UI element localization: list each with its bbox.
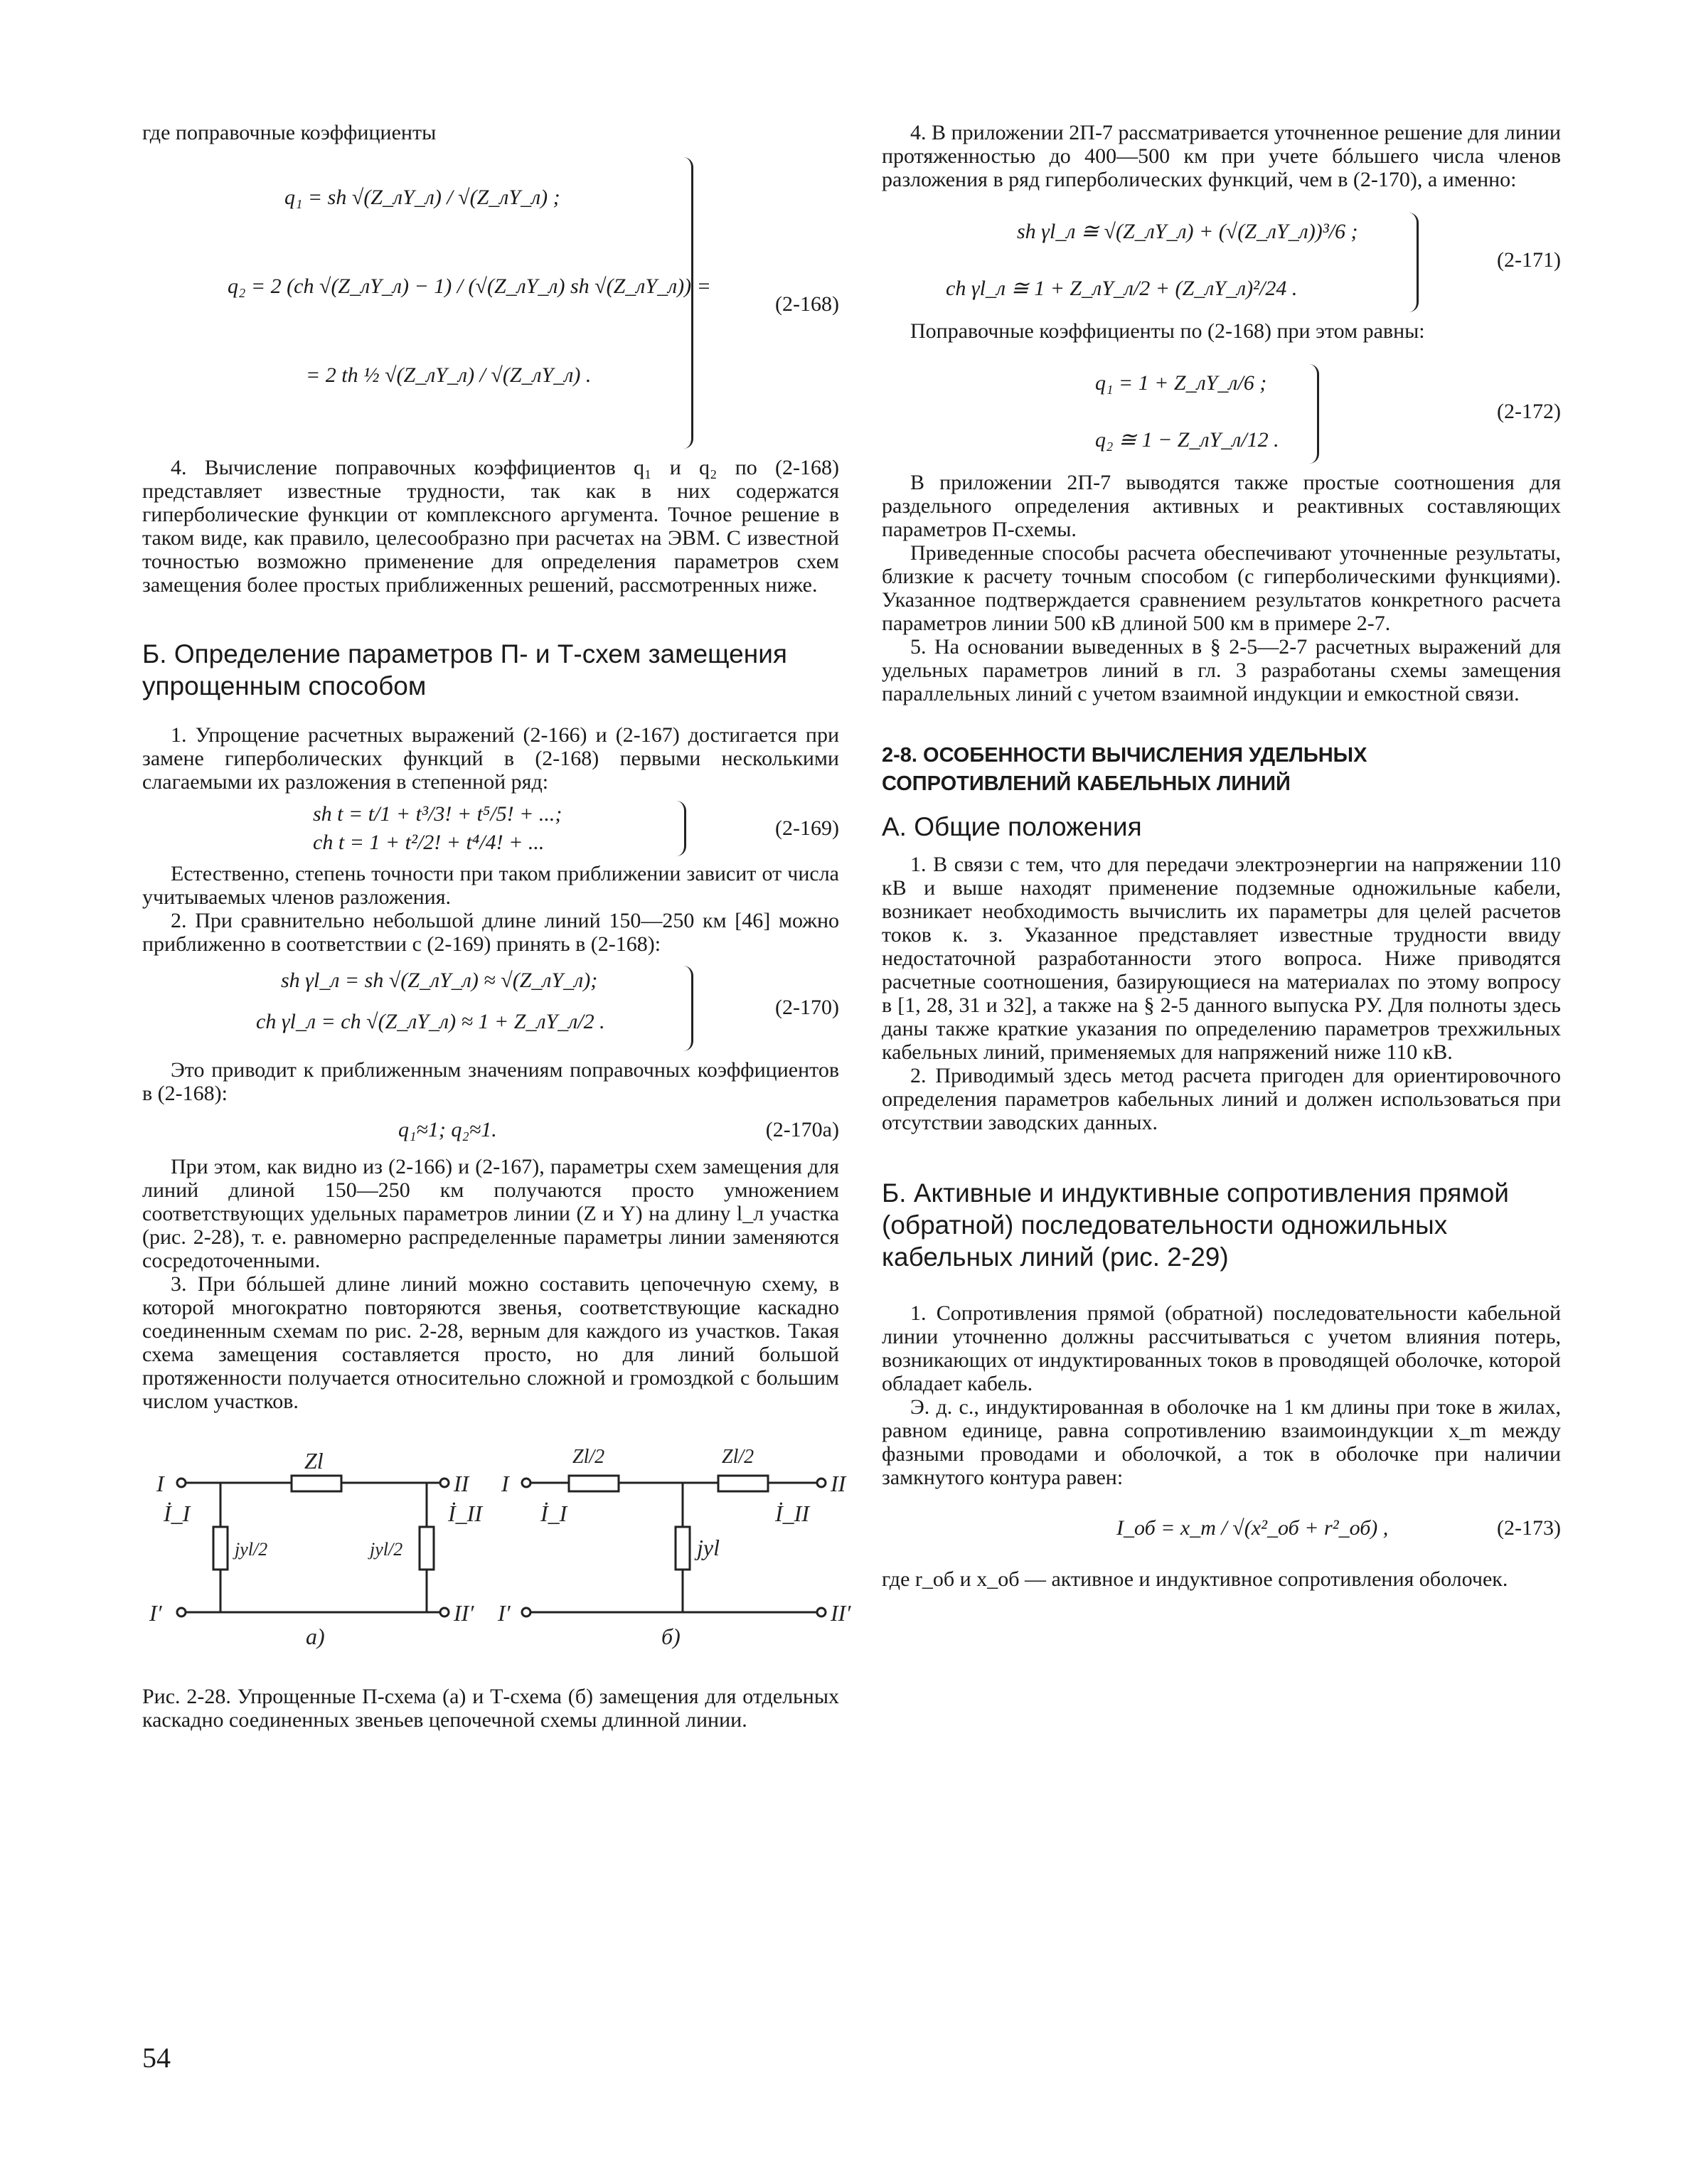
label-II-prime: II′ [454, 1600, 474, 1626]
label-II-prime: II′ [831, 1600, 851, 1626]
paragraph-given: Приведенные способы расчета обеспечивают уточненные результаты, близкие к расчету точным способом (с гиперболическими функциями). Указанное подтверждается сравнением результатов конкретного расчета параметров линии 500 кВ длиной 500 км в примере 2-7. [882, 541, 1561, 635]
paragraph-appendix: В приложении 2П-7 выводятся также простые соотношения для раздельного определения активных и реактивных составляющих параметров П-схемы. [882, 471, 1561, 541]
paragraph-b1: 1. Сопротивления прямой (обратной) последовательности кабельной линии уточненно должны рассчитываться с учетом влияния потерь, возникающих от индуктированных токов в проводящей оболочке, которой обладает кабель. [882, 1301, 1561, 1395]
paragraph-naturally: Естественно, степень точности при таком приближении зависит от числа учитываемых членов разложения. [142, 862, 839, 909]
equation-2-172 [882, 343, 1561, 471]
paragraph-this-leads: Это приводит к приближенным значениям поправочных коэффициентов в (2-168): [142, 1058, 839, 1105]
eq-number: (2-172) [1497, 400, 1561, 423]
label-current-II: İ_II [448, 1501, 482, 1526]
left-column [142, 121, 851, 1732]
eq-171-line2: ch γl_л ≅ 1 + Z_лY_л/2 + (Z_лY_л)²/24 . [946, 277, 1298, 300]
paragraph-where: где r_об и x_об — активное и индуктивное сопротивления оболочек. [882, 1567, 1508, 1591]
brace [676, 801, 686, 856]
paragraph-5: 5. На основании выведенных в § 2-5—2-7 расчетных выражений для удельных параметров линий в гл. 3 разработаны схемы замещения параллельных линий с учетом взаимной индукции и емкостной связи. [882, 635, 1561, 705]
label-b: б) [661, 1624, 681, 1649]
label-current-II: İ_II [775, 1501, 809, 1526]
label-current-I: İ_I [540, 1501, 567, 1526]
right-column [882, 121, 1561, 1591]
paragraph-4: 4. Вычисление поправочных коэффициентов q₁ и q₂ по (2-168) представляет известные трудности, так как в них содержатся гиперболические функции от комплексного аргумента. Точное решение в таком виде, как правило, целесообразно при расчетах на ЭВМ. С известной точностью возможно применение для определения параметров схем замещения более простых приближенных решений, рассмотренных ниже. [142, 456, 839, 597]
label-Zl2: Zl/2 [722, 1446, 754, 1468]
equation-2-171 [882, 198, 1561, 319]
brace [683, 157, 693, 449]
label-current-I: İ_I [164, 1501, 191, 1526]
equation-2-168 [142, 157, 839, 456]
label-I-prime: I′ [149, 1600, 162, 1626]
figure-caption: Рис. 2-28. Упрощенные П-схема (а) и Т-схема (б) замещения для отдельных каскадно соединенных звеньев цепочечной схемы длинной линии. [142, 1685, 839, 1732]
equation-2-170 [142, 959, 839, 1058]
page-number: 54 [142, 2042, 171, 2074]
label-jyl: jyl [697, 1535, 720, 1560]
label-II: II [454, 1471, 469, 1496]
eq-170-line1: sh γl_л = sh √(Z_лY_л) ≈ √(Z_лY_л); [281, 969, 598, 992]
label-Zl: Zl [304, 1448, 324, 1474]
label-a: а) [306, 1624, 325, 1649]
eq-number: (2-168) [775, 292, 839, 316]
eq-q2a: q₂ = 2 (ch √(Z_лY_л) − 1) / (√(Z_лY_л) sh √(Z_лY_л)) = [228, 275, 711, 298]
section-heading-a: А. Общие положения [882, 812, 1142, 841]
brace [1408, 213, 1419, 312]
eq-172-line2: q₂ ≅ 1 − Z_лY_л/12 . [1095, 428, 1279, 452]
eq-number: (2-171) [1497, 248, 1561, 272]
eq-172-line1: q₁ = 1 + Z_лY_л/6 ; [1095, 371, 1267, 395]
equation-2-173 [882, 1489, 1561, 1567]
brace [1308, 364, 1319, 464]
eq-q2b: = 2 th ½ √(Z_лY_л) / √(Z_лY_л) . [306, 363, 592, 387]
eq-169-line2: ch t = 1 + t²/2! + t⁴/4! + ... [313, 831, 545, 854]
paragraph-correction: Поправочные коэффициенты по (2-168) при этом равны: [910, 319, 1425, 343]
intro-text: где поправочные коэффициенты [142, 121, 437, 144]
paragraph-a1: 1. В связи с тем, что для передачи электроэнергии на напряжении 110 кВ и выше находят применение подземные одножильные кабели, возникает необходимость вычислить их параметры для целей расчетов токов к. з. Указанное представляет известные трудности ввиду недостаточной разработанности этого вопроса. Ниже приводятся расчетные соотношения, базирующиеся на материалах по этому вопросу в [1, 28, 31 и 32], а также на § 2-5 данного выпуска РУ. Для полноты здесь даны также краткие указания по определению параметров трехжильных кабельных линий, применяемых для напряжений ниже 110 кВ. [882, 853, 1561, 1064]
eq-q1: q₁ = sh √(Z_лY_л) / √(Z_лY_л) ; [284, 186, 560, 209]
section-heading-b: Б. Определение параметров П- и Т-схем замещения упрощенным способом [142, 639, 787, 701]
paragraph-b2: Э. д. с., индуктированная в оболочке на 1 км длины при токе в жилах, равном единице, равна сопротивлению взаимоиндукции x_m между фазными проводами и оболочкой, а ток в оболочке при наличии замкнутого контура равен: [882, 1395, 1561, 1489]
paragraph-1: 1. Упрощение расчетных выражений (2-166) и (2-167) достигается при замене гиперболических функций в (2-168) первыми несколькими слагаемыми их разложения в степенной ряд: [142, 723, 839, 794]
eq-number: (2-170) [775, 996, 839, 1019]
label-jyl2: jyl/2 [235, 1539, 268, 1560]
eq-170-line2: ch γl_л = ch √(Z_лY_л) ≈ 1 + Z_лY_л/2 . [256, 1010, 605, 1033]
figure-2-28 [142, 1442, 851, 1676]
label-Zl2: Zl/2 [572, 1446, 605, 1468]
paragraph-3: 3. При бóльшей длине линий можно составить цепочечную схему, в которой многократно повторяются звенья, соответствующие каскадно соединенным схемам по рис. 2-28, верным для каждого из участков. Такая схема замещения составляется просто, но для линий большой протяженности получается относительно сложной и громоздкой с большим числом участков. [142, 1272, 839, 1413]
label-I-prime: I′ [498, 1600, 511, 1626]
paragraph-4-right: 4. В приложении 2П-7 рассматривается уточненное решение для линии протяженностью до 400—500 км при учете бóльшего числа членов разложения в ряд гиперболических функций, чем в (2-170), а именно: [882, 121, 1561, 191]
paragraph-a2: 2. Приводимый здесь метод расчета пригоден для ориентировочного определения параметров кабельных линий и должен использоваться при отсутствии заводских данных. [882, 1064, 1561, 1134]
paragraph-when: При этом, как видно из (2-166) и (2-167), параметры схем замещения для линий длиной 150—250 км получаются просто умножением соответствующих удельных параметров линии (Z и Y) на длину l_л участка (рис. 2-28), т. е. равномерно распределенные параметры линии заменяются сосредоточенными. [142, 1155, 839, 1272]
equation-2-170a [142, 1105, 839, 1155]
label-jyl2: jyl/2 [370, 1539, 403, 1560]
section-heading-b-right: Б. Активные и индуктивные сопротивления прямой (обратной) последовательности одножильных кабельных линий (рис. 2-29) [882, 1178, 1509, 1272]
section-heading-2-8: 2-8. ОСОБЕННОСТИ ВЫЧИСЛЕНИЯ УДЕЛЬНЫХ СОПРОТИВЛЕНИЙ КАБЕЛЬНЫХ ЛИНИЙ [882, 744, 1367, 795]
label-I: I [156, 1471, 164, 1496]
eq-173-line: I_об = x_m / √(x²_об + r²_об) , [1116, 1516, 1389, 1540]
label-I: I [501, 1471, 509, 1496]
eq-number: (2-170a) [765, 1118, 839, 1141]
eq-number: (2-169) [775, 816, 839, 840]
eq-170a-line: q₁≈1; q₂≈1. [398, 1118, 497, 1141]
label-II: II [831, 1471, 846, 1496]
brace [683, 966, 693, 1051]
eq-number: (2-173) [1497, 1516, 1561, 1540]
paragraph-2: 2. При сравнительно небольшой длине линий 150—250 км [46] можно приближенно в соответствии с (2-169) принять в (2-168): [142, 909, 839, 956]
eq-169-line1: sh t = t/1 + t³/3! + t⁵/5! + ...; [313, 802, 562, 826]
equation-2-169 [142, 798, 839, 862]
eq-171-line1: sh γl_л ≅ √(Z_лY_л) + (√(Z_лY_л))³/6 ; [1017, 220, 1358, 243]
